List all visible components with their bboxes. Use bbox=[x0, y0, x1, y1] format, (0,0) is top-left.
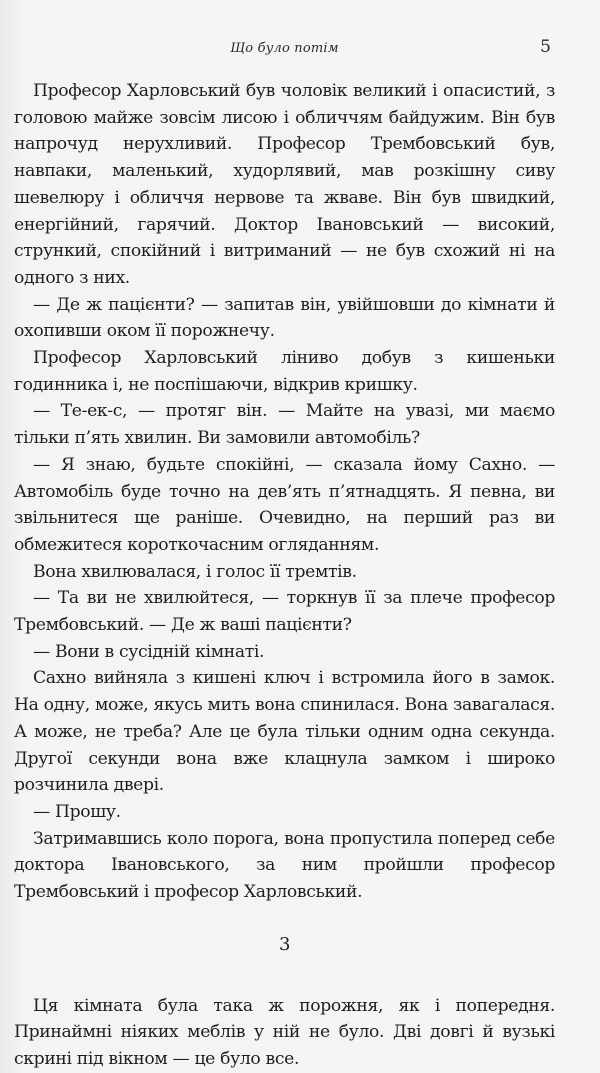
paragraph: — Я знаю, будьте спокійні, — сказала йому Сахно. — Автомобіль буде точно на дев’ять п’ятнадцять. Я певна, ви звільнитеся ще раніше. Очевидно, на перший раз ви обмежитеся короткочасним огляданням. bbox=[14, 454, 555, 555]
paragraph: Професор Харловський був чоловік великий і опасистий, з головою майже зовсім лисою і обличчям байдужим. Він був напрочуд нерухливий. Професор Трембовський був, навпаки, маленький, худорлявий, мав розкішну сиву шевелюру і обличчя нервове та жваве. Він був швидкий, енергійний, гарячий. Доктор Івановський — високий, стрункий, спокійний і витриманий — не був схожий ні на одного з них. bbox=[14, 81, 555, 288]
paragraph: Ця кімната була така ж порожня, як і попередня. Принаймні ніяких меблів у ній не було. Дві довгі й вузькі скрині під вікном — це було все. bbox=[14, 995, 555, 1069]
paragraph: Професор Харловський ліниво добув з кишеньки годинника і, не поспішаючи, відкрив кришку. bbox=[14, 348, 555, 395]
body-text bbox=[14, 78, 555, 1073]
paragraph: — Прошу. bbox=[33, 801, 121, 822]
paragraph: — Те-ек-с, — протяг він. — Майте на увазі, ми маємо тільки п’ять хвилин. Ви замовили автомобіль? bbox=[14, 401, 555, 449]
paragraph: — Вони в сусідній кімнаті. bbox=[33, 641, 265, 662]
page-number: 5 bbox=[540, 37, 551, 57]
running-head bbox=[14, 37, 555, 61]
paragraph: — Де ж пацієнти? — запитав він, увійшовши до кімнати й охопивши оком її порожнечу. bbox=[14, 294, 555, 342]
paragraph: — Та ви не хвилюйтеся, — торкнув її за плече професор Трембовський. — Де ж ваші пацієнти? bbox=[14, 588, 555, 636]
paragraph: Затримавшись коло порога, вона пропустила поперед себе доктора Івановського, за ним пройшли професор Трембовський і професор Харловський. bbox=[14, 828, 555, 903]
running-title: Що було потім bbox=[230, 41, 339, 56]
chapter-number: 3 bbox=[278, 933, 291, 955]
paragraph: Вона хвилювалася, і голос її тремтів. bbox=[33, 561, 357, 582]
paragraph: Сахно вийняла з кишені ключ і встромила його в замок. На одну, може, якусь мить вона спинилася. Вона завагалася. А може, не треба? Але це була тільки одним одна секунда. Другої секунди вона вже клацнула замком і широко розчинила двері. bbox=[14, 668, 555, 796]
